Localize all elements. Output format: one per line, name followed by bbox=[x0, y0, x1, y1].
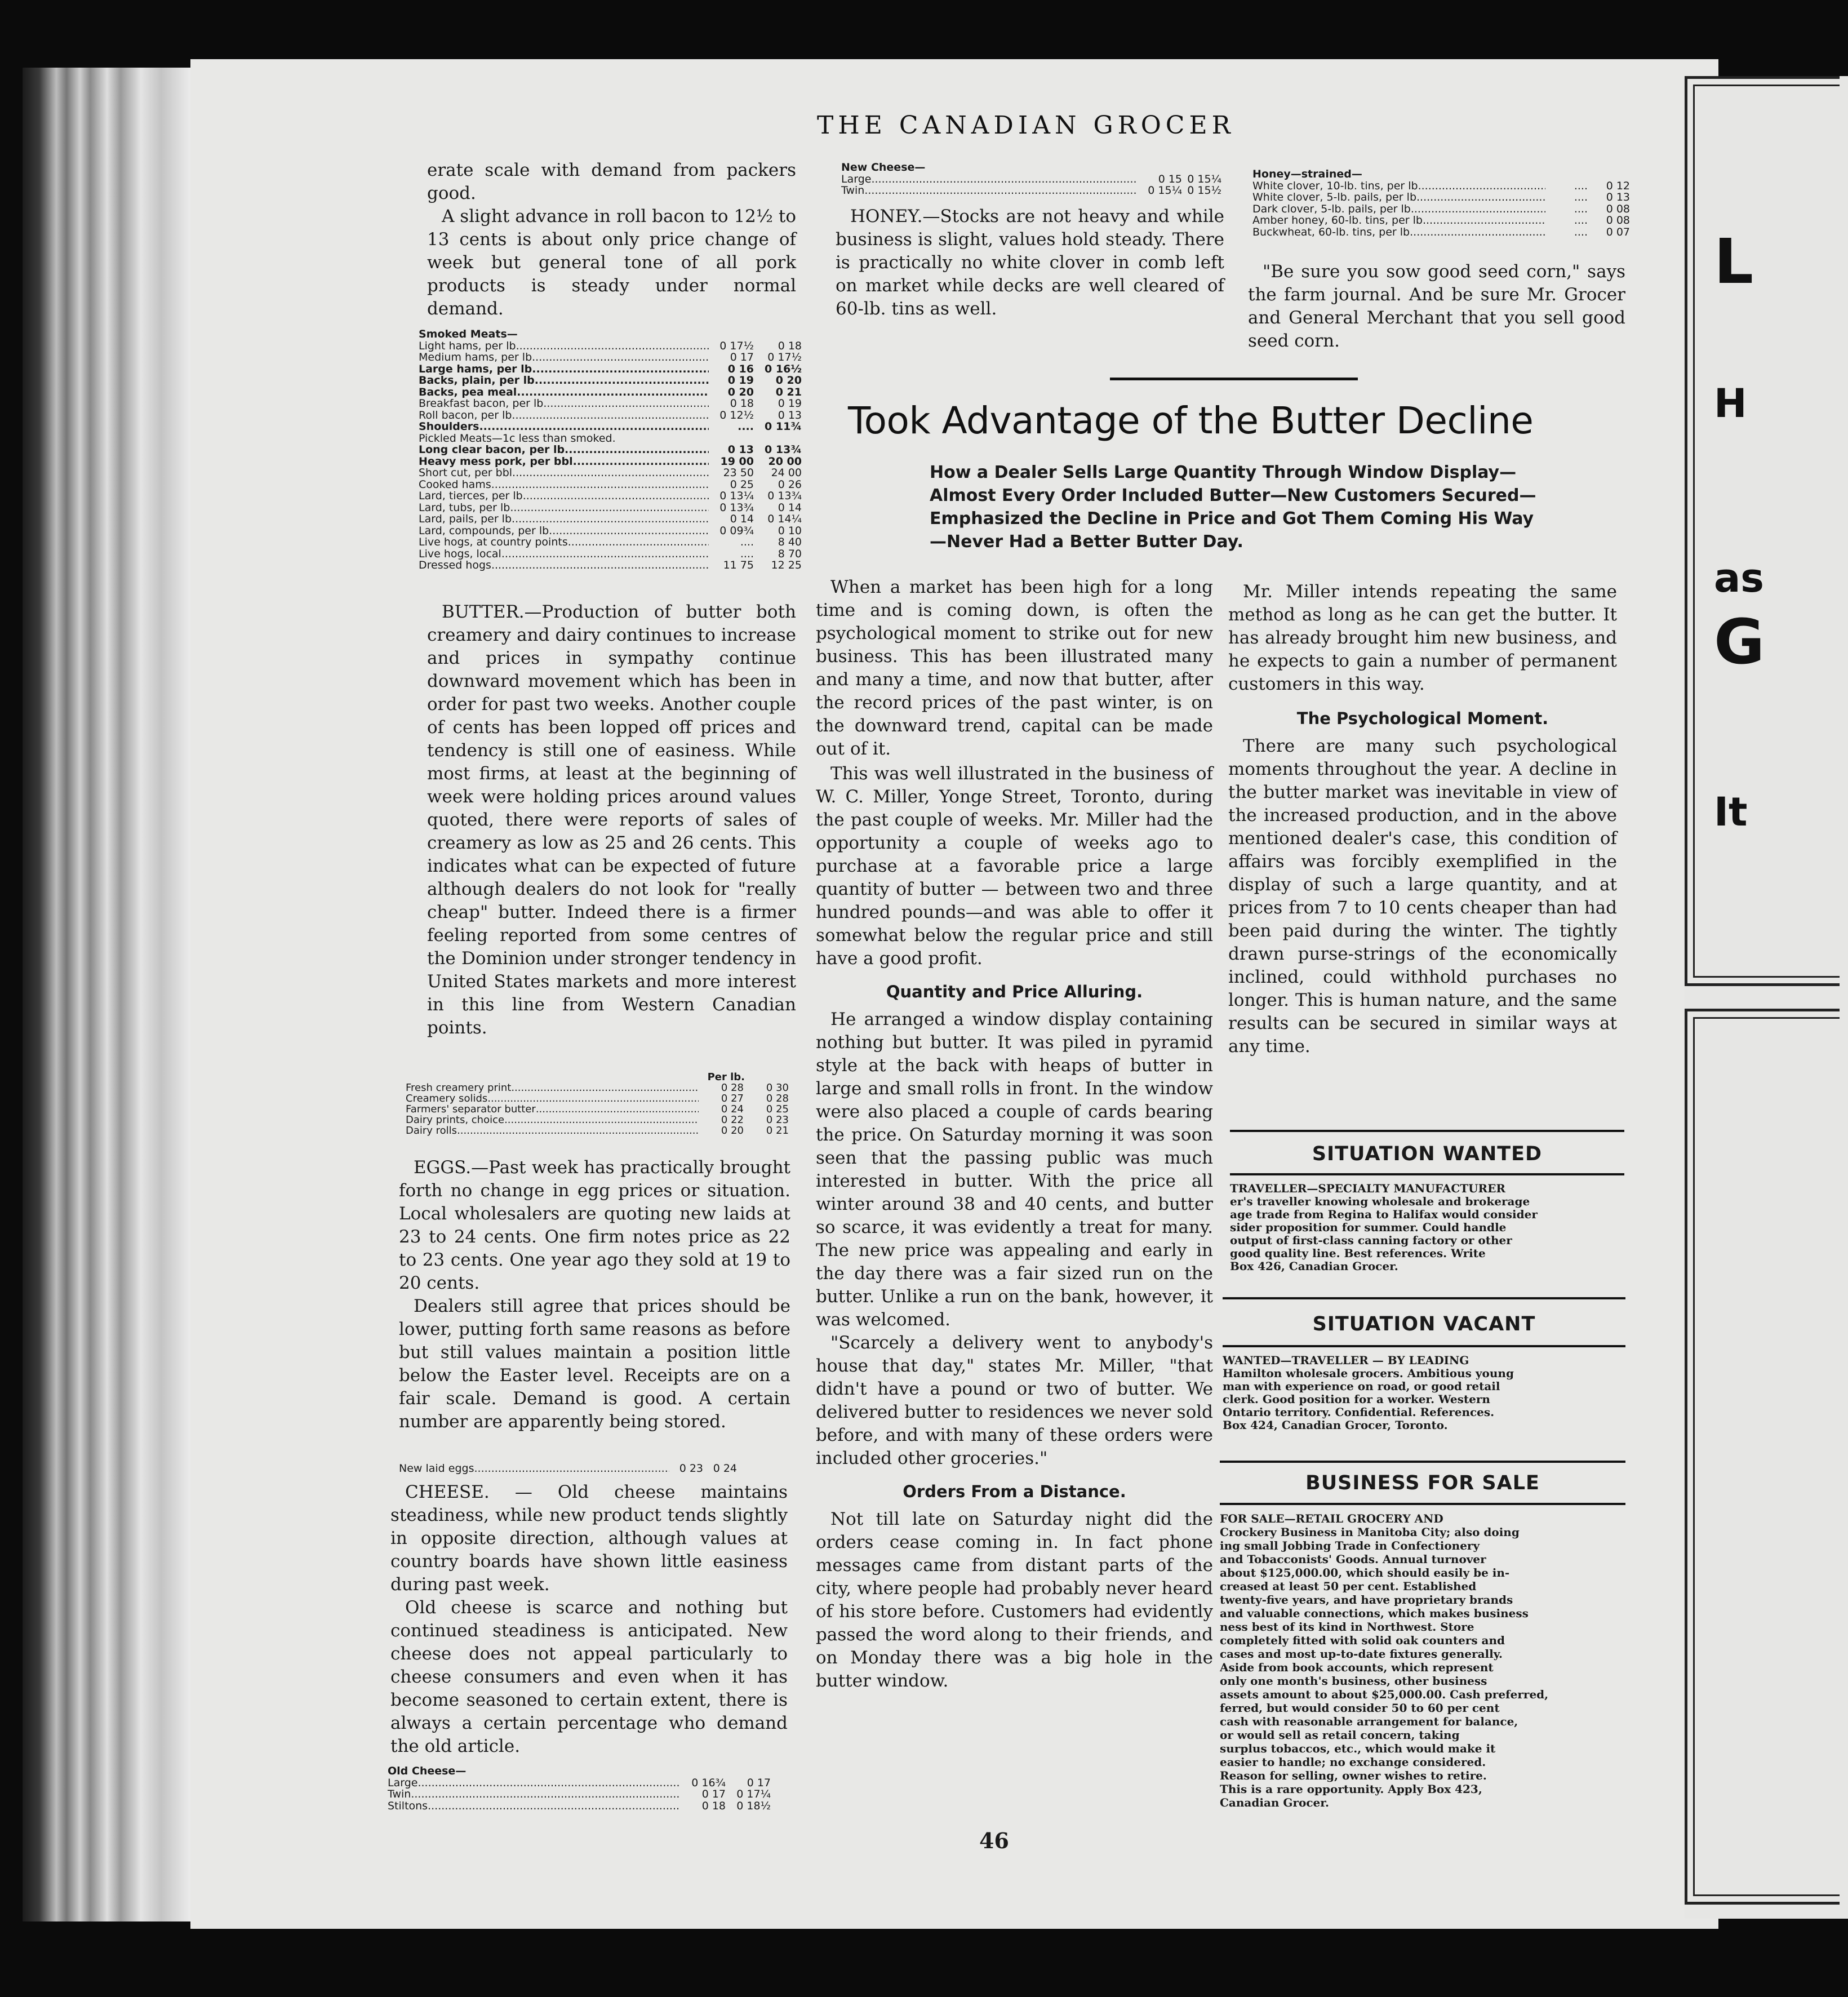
price-high: 0 18½ bbox=[736, 1799, 771, 1812]
ad-line: This is a rare opportunity. Apply Box 423, bbox=[1220, 1782, 1482, 1796]
table-row bbox=[406, 1115, 789, 1125]
leader-dots bbox=[1421, 180, 1545, 192]
price-low: 11 75 bbox=[723, 559, 754, 571]
price-low: 0 16 bbox=[727, 362, 754, 375]
table-header: New Cheese— bbox=[841, 161, 926, 174]
row-label: Shoulders bbox=[419, 420, 479, 433]
ad-line: easier to handle; no exchange considered. bbox=[1220, 1755, 1486, 1769]
ad-line: and valuable connections, which makes business bbox=[1220, 1607, 1529, 1620]
ad-line: WANTED—TRAVELLER — BY LEADING bbox=[1223, 1354, 1469, 1367]
subheading: Quantity and Price Alluring. bbox=[886, 982, 1143, 1001]
price-high: 0 13 bbox=[1606, 191, 1630, 203]
new-cheese-table bbox=[841, 162, 1221, 197]
row-label: Dairy prints, choice bbox=[406, 1114, 505, 1126]
price-low: .... bbox=[740, 536, 754, 548]
ad-line: Canadian Grocer. bbox=[1220, 1796, 1329, 1809]
ad-line: Aside from book accounts, which represent bbox=[1220, 1661, 1494, 1674]
row-label: Heavy mess pork, per bbl. bbox=[419, 455, 577, 468]
price-low: .... bbox=[1574, 179, 1588, 192]
row-label: Buckwheat, 60-lb. tins, per lb. bbox=[1252, 225, 1414, 238]
price-low: .... bbox=[740, 547, 754, 560]
row-label: Large hams, per lb. bbox=[419, 362, 536, 375]
row-label: Fresh creamery print bbox=[406, 1082, 512, 1094]
leader-dots bbox=[511, 1082, 699, 1093]
row-label: Large bbox=[841, 172, 872, 185]
ad-line: Ontario territory. Confidential. References. bbox=[1223, 1406, 1495, 1419]
ad-line: Hamilton wholesale grocers. Ambitious young bbox=[1223, 1367, 1514, 1380]
ad-line: FOR SALE—RETAIL GROCERY AND bbox=[1220, 1512, 1443, 1525]
price-high: 24 00 bbox=[771, 467, 802, 479]
paragraph: There are many such psychological moments throughout the year. A decline in the butter market was inevitable in view of the increased production, and in the above mentioned dealer's case, this condition of affairs was forcibly exemplified in the display of such a large quantity, and at prices from 7 to 10 cents cheaper than had been paid during the winter. The tightly drawn purse-strings of the economically inclined, could withhold purchases no longer. This is human nature, and the same results can be secured in similar ways at any time. bbox=[1228, 736, 1617, 1057]
table-row bbox=[399, 1463, 737, 1475]
row-label: White clover, 5-lb. pails, per lb. bbox=[1252, 191, 1420, 203]
table-row bbox=[406, 1093, 789, 1104]
eggs-report bbox=[399, 1156, 790, 1434]
row-label: Lard, compounds, per lb. bbox=[419, 524, 553, 537]
table-row bbox=[419, 467, 802, 479]
row-label: Stiltons bbox=[388, 1799, 428, 1812]
table-row bbox=[388, 1800, 771, 1812]
price-high: 0 25 bbox=[766, 1103, 789, 1115]
price-low: 19 00 bbox=[720, 455, 754, 468]
price-low: .... bbox=[1574, 202, 1588, 215]
leader-dots bbox=[504, 1115, 699, 1125]
ad-heading: SITUATION WANTED bbox=[1312, 1143, 1543, 1165]
price-low: 0 14 bbox=[730, 513, 754, 525]
price-high: 0 08 bbox=[1606, 202, 1630, 215]
leader-dots bbox=[1413, 227, 1545, 238]
price-low: 0 25 bbox=[730, 478, 754, 491]
leader-dots bbox=[577, 456, 709, 468]
eggs-prices-table bbox=[399, 1463, 737, 1475]
table-row bbox=[406, 1125, 789, 1136]
leader-dots bbox=[536, 1104, 699, 1115]
leader-dots bbox=[487, 1093, 699, 1104]
row-label: Twin bbox=[388, 1788, 411, 1800]
price-high: 0 20 bbox=[775, 374, 802, 387]
ad-heading: SITUATION VACANT bbox=[1312, 1313, 1536, 1335]
row-label: Live hogs, at country points bbox=[419, 536, 568, 548]
divider bbox=[1223, 1345, 1625, 1347]
price-high: 0 23 bbox=[766, 1114, 789, 1126]
row-label: Lard, tubs, per lb. bbox=[419, 501, 514, 514]
ad-line: man with experience on road, or good retail bbox=[1223, 1380, 1500, 1393]
ad-line: surplus tobaccos, etc., which would make it bbox=[1220, 1742, 1496, 1755]
paragraph: erate scale with demand from packers good. bbox=[427, 160, 796, 203]
price-high: 0 12 bbox=[1606, 179, 1630, 192]
divider bbox=[1110, 378, 1358, 380]
adjacent-letter: H bbox=[1714, 380, 1747, 427]
table-row bbox=[419, 340, 802, 352]
price-high: 0 13¾ bbox=[767, 490, 802, 502]
price-low: 0 18 bbox=[701, 1799, 726, 1812]
table-header: Smoked Meats— bbox=[419, 328, 518, 340]
adjacent-page-ad-box bbox=[1685, 76, 1840, 986]
price-low: 0 24 bbox=[721, 1103, 744, 1115]
butter-prices-table bbox=[406, 1072, 789, 1136]
paragraph: This was well illustrated in the business of W. C. Miller, Yonge Street, Toronto, during the past couple of weeks. Mr. Miller had the opportunity a couple of weeks ago to purchase at a favorable price a large quantity of butter — between two and three hundred pounds—and was able to offer it somewhat below the regular price and still have a good profit. bbox=[816, 764, 1213, 969]
row-label: Amber honey, 60-lb. tins, per lb. bbox=[1252, 214, 1427, 227]
price-high: 8 40 bbox=[778, 536, 802, 548]
paragraph: BUTTER.—Production of butter both creamery and dairy continues to increase and prices in sympathy continue downward movement which has been in order for past two weeks. Another couple of cents has been lopped off prices and tendency is still one of easiness. While most firms, at least at the beginning of week were holding prices around values quoted, there were reports of sales of creamery as low as 25 and 26 cents. This indicates what can be expected of future although dealers do not look for "really cheap" butter. Indeed there is a firmer feeling reported from some centres of the Dominion under stronger tendency in United States markets and more interest in this line from Western Canadian points. bbox=[427, 602, 796, 1038]
article-deck: How a Dealer Sells Large Quantity Through Window Display—Almost Every Order Included Butter—New Customers Secured—Emphasized the Decline in Price and Got Them Coming His Way—Never Had a Better Butter Day. bbox=[930, 463, 1536, 552]
adjacent-letter: as bbox=[1714, 555, 1764, 601]
table-row bbox=[419, 421, 802, 433]
price-high: 0 17¼ bbox=[736, 1788, 771, 1800]
paragraph: CHEESE. — Old cheese maintains steadiness, while new product tends slightly in opposite direction, although values at country boards have shown little easiness during past week. bbox=[390, 1482, 788, 1595]
leader-dots bbox=[457, 1125, 699, 1136]
leader-dots bbox=[871, 174, 1137, 185]
row-label: New laid eggs bbox=[399, 1462, 474, 1475]
ad-heading: BUSINESS FOR SALE bbox=[1305, 1472, 1540, 1494]
row-label: Dark clover, 5-lb. pails, per lb. bbox=[1252, 202, 1414, 215]
leader-dots bbox=[501, 548, 709, 560]
row-label: Dairy rolls bbox=[406, 1125, 457, 1137]
price-high: 0 10 bbox=[778, 524, 802, 537]
price-low: 0 20 bbox=[721, 1125, 744, 1137]
price-high: 0 08 bbox=[1606, 214, 1630, 227]
leader-dots bbox=[411, 1789, 681, 1800]
leader-dots bbox=[1414, 203, 1545, 215]
table-row bbox=[419, 352, 802, 363]
leader-dots bbox=[519, 340, 709, 352]
ad-line: sider proposition for summer. Could handle bbox=[1230, 1221, 1507, 1234]
table-row bbox=[419, 456, 802, 468]
paragraph: HONEY.—Stocks are not heavy and while business is slight, values hold steady. There is practically no white clover in comb left on market while decks are well cleared of 60-lb. tins as well. bbox=[836, 206, 1224, 319]
adjacent-page bbox=[1685, 76, 1848, 1919]
market-intro bbox=[427, 159, 796, 321]
ad-line: Reason for selling, owner wishes to retire. bbox=[1220, 1769, 1487, 1782]
ad-line: TRAVELLER—SPECIALTY MANUFACTURER bbox=[1230, 1182, 1506, 1195]
price-low: 0 17½ bbox=[719, 339, 754, 352]
article-column-2 bbox=[1228, 580, 1617, 1058]
table-row bbox=[419, 513, 802, 525]
adjacent-letter: L bbox=[1714, 225, 1754, 298]
price-high: 0 11¾ bbox=[765, 420, 802, 433]
table-row bbox=[1252, 203, 1630, 215]
price-high: 0 14 bbox=[778, 501, 802, 514]
row-label: Farmers' separator butter bbox=[406, 1103, 536, 1115]
table-row bbox=[1252, 192, 1630, 203]
masthead: THE CANADIAN GROCER bbox=[817, 111, 1235, 140]
ad-line: ferred, but would consider 50 to 60 per cent bbox=[1220, 1701, 1500, 1715]
honey-prices-table bbox=[1252, 168, 1630, 238]
ad-line: cash with reasonable arrangement for balance, bbox=[1220, 1715, 1518, 1728]
subheading: The Psychological Moment. bbox=[1296, 709, 1549, 728]
leader-dots bbox=[536, 363, 709, 375]
paragraph: Not till late on Saturday night did the orders cease coming in. In fact phone messages came from distant parts of the city, where people had probably never heard of his store before. Customers had evidently passed the word along to their friends, and on Monday there was a big hole in the butter window. bbox=[816, 1509, 1213, 1691]
leader-dots bbox=[1426, 215, 1545, 227]
paragraph: Mr. Miller intends repeating the same method as long as he can get the butter. It has already brought him new business, and he expects to gain a number of permanent customers in this way. bbox=[1228, 582, 1617, 694]
price-low: 0 13¾ bbox=[719, 501, 754, 514]
price-low: 0 18 bbox=[730, 397, 754, 410]
table-header: Per lb. bbox=[707, 1071, 745, 1083]
price-high: 0 14¼ bbox=[767, 513, 802, 525]
paragraph: Old cheese is scarce and nothing but continued steadiness is anticipated. New cheese does not appeal particularly to cheese consumers and even when it has become seasoned to certain extent, there is always a certain percentage who demand the old article. bbox=[390, 1597, 788, 1756]
row-label: Long clear bacon, per lb. bbox=[419, 443, 569, 456]
leader-dots bbox=[568, 536, 709, 548]
price-high: 0 13 bbox=[778, 409, 802, 421]
leader-dots bbox=[479, 421, 709, 433]
price-high: 0 17 bbox=[747, 1776, 771, 1789]
ad-text bbox=[1223, 1354, 1625, 1432]
leader-dots bbox=[535, 352, 709, 363]
table-row bbox=[419, 548, 802, 560]
price-high: 0 30 bbox=[766, 1082, 789, 1094]
price-high: 0 17½ bbox=[767, 351, 802, 363]
table-row bbox=[388, 1777, 771, 1789]
row-label: Twin bbox=[841, 184, 865, 197]
price-high: 20 00 bbox=[768, 455, 802, 468]
row-label: Dressed hogs bbox=[419, 559, 491, 571]
row-label: Medium hams, per lb. bbox=[419, 351, 536, 363]
table-row bbox=[1252, 215, 1630, 227]
leader-dots bbox=[526, 490, 709, 502]
price-high: 0 16½ bbox=[765, 362, 802, 375]
ad-line: er's traveller knowing wholesale and brokerage bbox=[1230, 1195, 1530, 1208]
row-label: Roll bacon, per lb. bbox=[419, 409, 516, 421]
leader-dots bbox=[552, 525, 709, 537]
row-label: Cooked hams bbox=[419, 478, 491, 491]
ad-line: good quality line. Best references. Write bbox=[1230, 1247, 1486, 1260]
subheading: Orders From a Distance. bbox=[903, 1482, 1126, 1501]
ad-line: only one month's business, other business bbox=[1220, 1674, 1487, 1688]
row-label: Lard, tierces, per lb. bbox=[419, 490, 526, 502]
paragraph: "Be sure you sow good seed corn," says the farm journal. And be sure Mr. Grocer and General Merchant that you sell good seed corn. bbox=[1248, 261, 1625, 351]
leader-dots bbox=[515, 410, 709, 421]
ad-line: assets amount to about $25,000.00. Cash preferred, bbox=[1220, 1688, 1549, 1701]
ad-line: creased at least 50 per cent. Established bbox=[1220, 1579, 1477, 1593]
ad-line: cases and most up-to-date fixtures generally. bbox=[1220, 1647, 1503, 1661]
price-low: 0 23 bbox=[679, 1462, 703, 1475]
paragraph: EGGS.—Past week has practically brought forth no change in egg prices or situation. Local wholesalers are quoting new laids at 23 to 24 cents. One firm notes price as 22 to 23 cents. One year ago they sold at 19 to 20 cents. bbox=[399, 1157, 790, 1293]
table-row bbox=[406, 1082, 789, 1093]
row-label: Backs, pea meal bbox=[419, 385, 517, 398]
row-label: Lard, pails, per lb. bbox=[419, 513, 516, 525]
cheese-report bbox=[390, 1481, 788, 1758]
paragraph: When a market has been high for a long time and is coming down, is often the psychological moment to strike out for new business. This has been illustrated many and many a time, and now that butter, after the record prices of the past winter, is on the downward trend, capital can be made out of it. bbox=[816, 577, 1213, 759]
ad-line: Box 424, Canadian Grocer, Toronto. bbox=[1223, 1419, 1448, 1432]
leader-dots bbox=[474, 1463, 670, 1475]
table-row bbox=[419, 387, 802, 398]
old-cheese-table bbox=[388, 1765, 771, 1812]
divider bbox=[1230, 1130, 1624, 1132]
price-low: .... bbox=[1574, 214, 1588, 227]
page-number: 46 bbox=[979, 1828, 1009, 1853]
leader-dots bbox=[428, 1800, 681, 1812]
row-label: Large bbox=[388, 1776, 418, 1789]
leader-dots bbox=[515, 513, 709, 525]
price-high: 0 19 bbox=[778, 397, 802, 410]
price-low: 0 17 bbox=[701, 1788, 726, 1800]
price-high: 0 18 bbox=[778, 339, 802, 352]
price-low: 0 15 bbox=[1158, 172, 1182, 185]
row-label: Pickled Meats—1c less than smoked. bbox=[419, 432, 616, 445]
leader-dots bbox=[1420, 192, 1545, 203]
adjacent-page-ad-box bbox=[1685, 1009, 1840, 1905]
paragraph: A slight advance in roll bacon to 12½ to 13 cents is about only price change of week but general tone of all pork products is steady under normal demand. bbox=[427, 206, 796, 319]
ad-text bbox=[1230, 1182, 1624, 1273]
table-row bbox=[841, 185, 1221, 197]
butter-report bbox=[427, 601, 796, 1040]
paragraph: He arranged a window display containing nothing but butter. It was piled in pyramid style at the back with heaps of butter in large and small rolls in front. In the window were also placed a couple of cards bearing the price. On Saturday morning it was soon seen that the passing public was much interested in butter. With the price all winter around 38 and 40 cents, and butter so scarce, it was evidently a treat for many. The new price was appealing and early in the day there was a fair sized run on the butter. Unlike a run on the bank, however, it was welcomed. bbox=[816, 1009, 1213, 1330]
adjacent-letter: G bbox=[1714, 606, 1765, 678]
price-low: 0 22 bbox=[721, 1114, 744, 1126]
table-row bbox=[1252, 180, 1630, 192]
table-header: Honey—strained— bbox=[1252, 168, 1362, 180]
ad-line: ness best of its kind in Northwest. Store bbox=[1220, 1620, 1474, 1634]
table-row bbox=[419, 490, 802, 502]
row-label: Light hams, per lb. bbox=[419, 339, 519, 352]
table-row bbox=[841, 174, 1221, 185]
price-high: 0 26 bbox=[778, 478, 802, 491]
row-label: Breakfast bacon, per lb. bbox=[419, 397, 547, 410]
row-label: Backs, plain, per lb. bbox=[419, 374, 539, 387]
price-low: 0 16¾ bbox=[691, 1776, 726, 1789]
price-low: 0 13 bbox=[727, 443, 754, 456]
price-high: 0 28 bbox=[766, 1093, 789, 1104]
price-low: .... bbox=[1574, 191, 1588, 203]
ad-line: or would sell as retail concern, taking bbox=[1220, 1728, 1460, 1742]
row-label: Live hogs, local bbox=[419, 547, 501, 560]
price-low: 0 13¼ bbox=[719, 490, 754, 502]
ad-line: clerk. Good position for a worker. Western bbox=[1223, 1393, 1490, 1406]
ad-line: Crockery Business in Manitoba City; also doing bbox=[1220, 1525, 1520, 1539]
table-row bbox=[419, 444, 802, 456]
leader-dots bbox=[547, 398, 709, 410]
table-row bbox=[1252, 227, 1630, 238]
price-high: 0 07 bbox=[1606, 225, 1630, 238]
leader-dots bbox=[517, 387, 709, 398]
price-high: 0 13¾ bbox=[765, 443, 802, 456]
price-high: 0 15½ bbox=[1187, 184, 1221, 197]
table-row bbox=[419, 502, 802, 514]
ad-line: ing small Jobbing Trade in Confectionery bbox=[1220, 1539, 1480, 1552]
ad-line: output of first-class canning factory or other bbox=[1230, 1234, 1512, 1247]
ad-line: age trade from Regina to Halifax would consider bbox=[1230, 1208, 1538, 1221]
smoked-meats-table bbox=[419, 329, 802, 571]
ad-text bbox=[1220, 1512, 1625, 1809]
leader-dots bbox=[491, 560, 709, 571]
table-row bbox=[419, 525, 802, 537]
ad-line: about $125,000.00, which should easily be in- bbox=[1220, 1566, 1510, 1579]
table-row bbox=[419, 398, 802, 410]
price-low: 0 15¼ bbox=[1148, 184, 1182, 197]
ad-line: completely fitted with solid oak counters and bbox=[1220, 1634, 1505, 1647]
price-low: 0 17 bbox=[730, 351, 754, 363]
row-label: White clover, 10-lb. tins, per lb. bbox=[1252, 179, 1421, 192]
paragraph: Dealers still agree that prices should be lower, putting forth same reasons as before but still values maintain a position little below the Easter level. Receipts are on a fair scale. Demand is good. A certain number are apparently being stored. bbox=[399, 1296, 790, 1432]
book-spine-edge bbox=[23, 68, 192, 1921]
ad-line: twenty-five years, and have proprietary brands bbox=[1220, 1593, 1513, 1607]
price-low: 0 12½ bbox=[719, 409, 754, 421]
table-row bbox=[419, 375, 802, 387]
price-low: 0 28 bbox=[721, 1082, 744, 1094]
table-row bbox=[388, 1789, 771, 1800]
honey-report bbox=[836, 205, 1224, 321]
price-high: 12 25 bbox=[771, 559, 802, 571]
leader-dots bbox=[417, 1777, 681, 1789]
table-row bbox=[406, 1104, 789, 1115]
price-low: 0 20 bbox=[727, 385, 754, 398]
price-high: 0 24 bbox=[713, 1462, 737, 1475]
divider bbox=[1220, 1503, 1625, 1505]
table-row bbox=[419, 536, 802, 548]
divider bbox=[1220, 1461, 1625, 1463]
ad-line: Box 426, Canadian Grocer. bbox=[1230, 1260, 1398, 1273]
table-row bbox=[419, 410, 802, 421]
price-high: 8 70 bbox=[778, 547, 802, 560]
price-high: 0 21 bbox=[766, 1125, 789, 1137]
paragraph: "Scarcely a delivery went to anybody's house that day," states Mr. Miller, "that didn't have a pound or two of butter. We delivered butter to residences we never sold before, and with many of these orders were included other groceries." bbox=[816, 1333, 1213, 1468]
article-column-1 bbox=[816, 576, 1213, 1693]
price-high: 0 15¼ bbox=[1187, 172, 1221, 185]
table-header: Old Cheese— bbox=[388, 1765, 467, 1777]
price-low: 0 27 bbox=[721, 1093, 744, 1104]
table-row bbox=[419, 363, 802, 375]
price-low: 0 19 bbox=[727, 374, 754, 387]
price-low: 23 50 bbox=[723, 467, 754, 479]
row-label: Short cut, per bbl. bbox=[419, 467, 516, 479]
leader-dots bbox=[516, 467, 709, 479]
price-low: 0 09¾ bbox=[719, 524, 754, 537]
ad-line: and Tobacconists' Goods. Annual turnover bbox=[1220, 1552, 1486, 1566]
price-high: 0 21 bbox=[775, 385, 802, 398]
table-row bbox=[419, 479, 802, 491]
price-low: .... bbox=[1574, 225, 1588, 238]
price-low: .... bbox=[738, 420, 754, 433]
leader-dots bbox=[491, 479, 709, 491]
table-row bbox=[419, 433, 802, 445]
table-row bbox=[419, 560, 802, 571]
divider bbox=[1223, 1297, 1625, 1299]
leader-dots bbox=[568, 444, 709, 456]
seed-corn-note bbox=[1248, 260, 1625, 353]
divider bbox=[1230, 1173, 1624, 1175]
adjacent-letter: It bbox=[1714, 789, 1748, 835]
row-label: Creamery solids bbox=[406, 1093, 488, 1104]
leader-dots bbox=[513, 502, 709, 514]
article-headline: Took Advantage of the Butter Decline bbox=[848, 399, 1534, 442]
leader-dots bbox=[539, 375, 709, 387]
leader-dots bbox=[864, 185, 1137, 197]
